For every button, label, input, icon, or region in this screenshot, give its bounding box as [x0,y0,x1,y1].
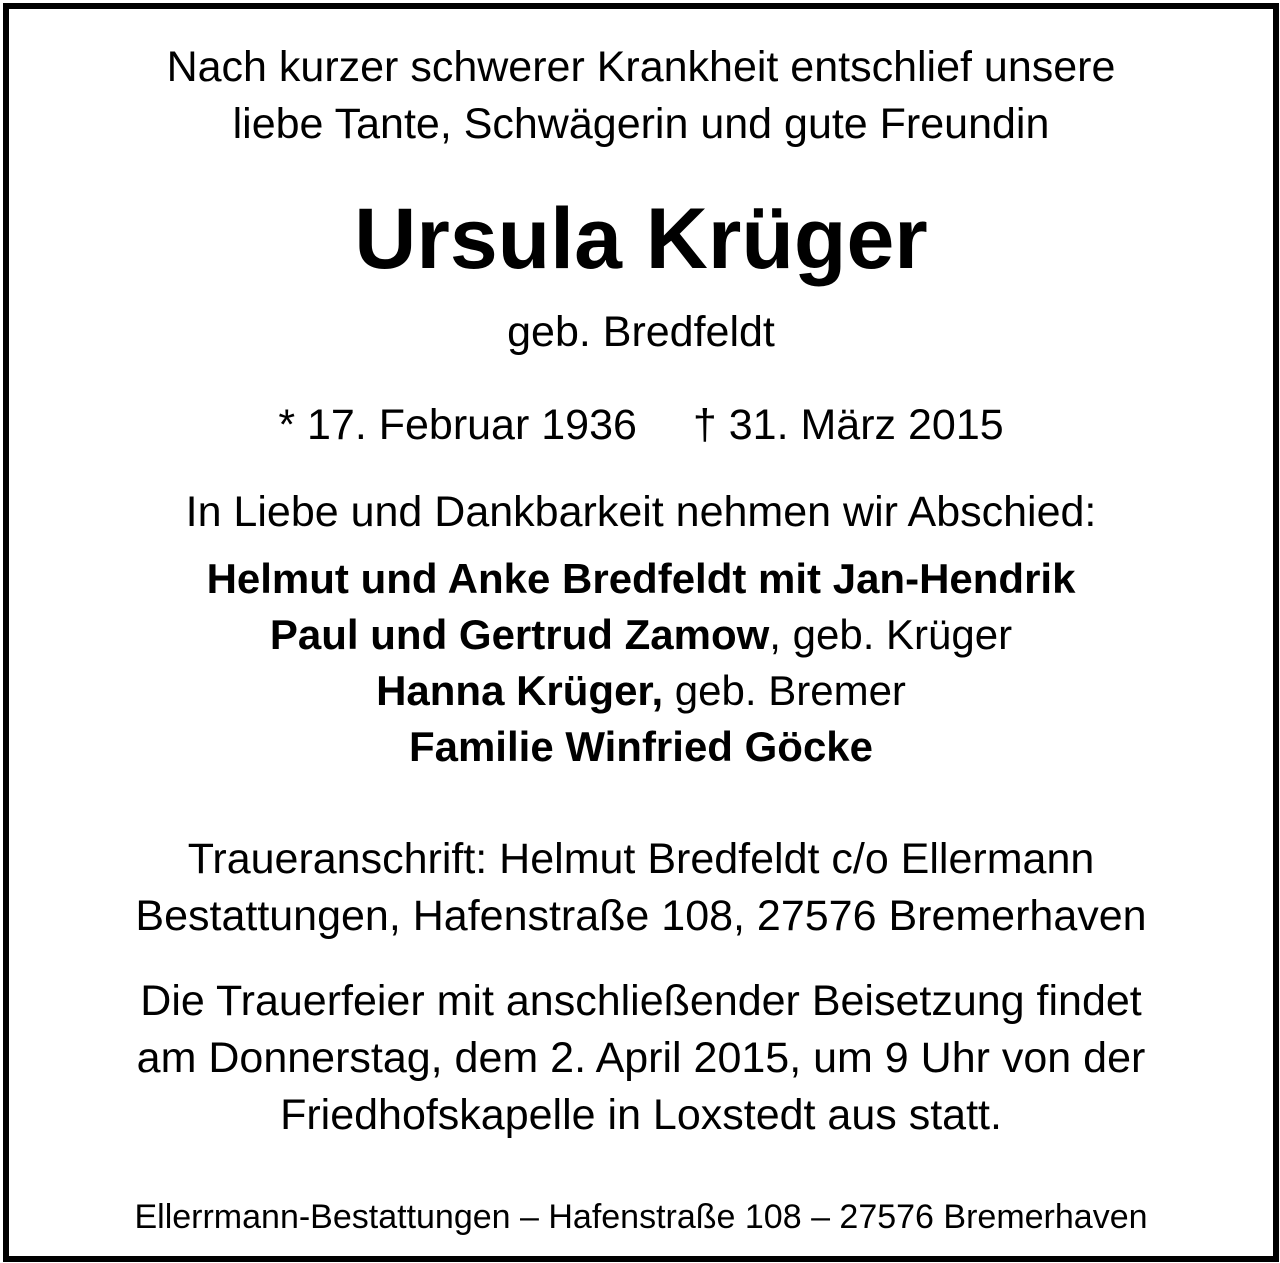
mourner-suffix: , geb. Krüger [769,611,1013,658]
ceremony-line: am Donnerstag, dem 2. April 2015, um 9 Uhr von der [136,1034,1146,1082]
mourner-entry [9,607,1273,663]
mourner-suffix: geb. Bremer [663,667,906,714]
obituary-notice [3,3,1279,1262]
mourner-name: Paul und Gertrud Zamow [269,611,770,658]
intro-text [9,39,1273,153]
birth-date: * 17. Februar 1936 [278,401,637,449]
address-line: Bestattungen, Hafenstraße 108, 27576 Bremerhaven [135,892,1147,940]
intro-line: liebe Tante, Schwägerin und gute Freundin [232,100,1050,148]
mourners-list [9,551,1273,775]
mourner-name: Familie Winfried Göcke [408,723,874,770]
maiden-name: geb. Bredfeldt [507,308,775,356]
mourner-entry [9,719,1273,775]
mourner-entry [9,551,1273,607]
farewell-text: In Liebe und Dankbarkeit nehmen wir Abschied: [185,488,1097,536]
mourning-address [9,831,1273,945]
ceremony-line: Die Trauerfeier mit anschließender Beisetzung findet [140,977,1142,1025]
mourner-name: Helmut und Anke Bredfeldt mit Jan-Hendrik [206,555,1076,602]
deceased-name: Ursula Krüger [354,191,928,287]
mourner-entry [9,663,1273,719]
ceremony-line: Friedhofskapelle in Loxstedt aus statt. [280,1091,1002,1139]
intro-line: Nach kurzer schwerer Krankheit entschlief unsere [166,43,1116,91]
life-dates [9,399,1273,451]
funeral-home-footer: Ellerrmann-Bestattungen – Hafenstraße 108 – 27576 Bremerhaven [134,1198,1148,1236]
ceremony-info [9,973,1273,1144]
address-line: Traueranschrift: Helmut Bredfeldt c/o Ellermann [187,835,1095,883]
mourner-name: Hanna Krüger, [376,667,664,714]
death-date: † 31. März 2015 [692,401,1004,449]
